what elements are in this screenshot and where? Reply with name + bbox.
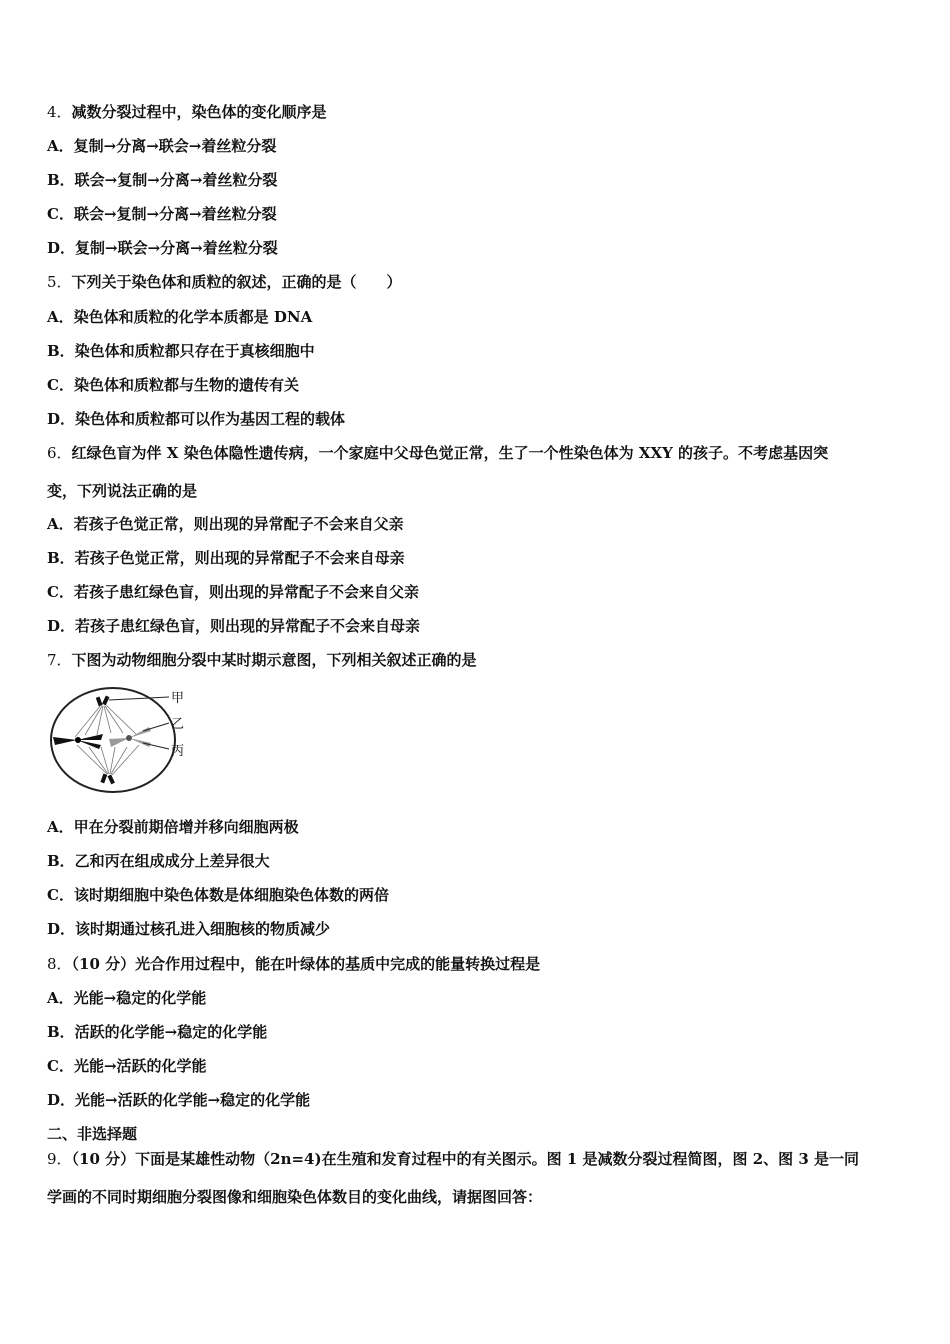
label-jia: 甲 bbox=[171, 691, 185, 706]
question-5-stem bbox=[47, 272, 402, 292]
question-text: 下图为动物细胞分裂中某时期示意图，下列相关叙述正确的是 bbox=[71, 651, 477, 669]
question-text: 减数分裂过程中，染色体的变化顺序是 bbox=[71, 103, 327, 121]
option-d: D．该时期通过核孔进入细胞核的物质减少 bbox=[47, 920, 331, 938]
question-number: 6． bbox=[47, 444, 72, 462]
cell-diagram bbox=[47, 685, 197, 805]
question-9-stem bbox=[47, 1149, 859, 1169]
question-text: （10 分）光合作用过程中，能在叶绿体的基质中完成的能量转换过程是 bbox=[71, 955, 541, 973]
question-4-stem bbox=[47, 102, 327, 122]
option-b: B．染色体和质粒都只存在于真核细胞中 bbox=[47, 342, 315, 360]
question-text: 红绿色盲为伴 X 染色体隐性遗传病，一个家庭中父母色觉正常，生了一个性染色体为 XXY 的孩子。不考虑基因突 bbox=[71, 444, 829, 462]
centriole-top bbox=[96, 696, 110, 707]
chromosome-dark bbox=[53, 734, 103, 749]
option-a: A．染色体和质粒的化学本质都是 DNA bbox=[47, 308, 313, 326]
option-c: C．该时期细胞中染色体数是体细胞染色体数的两倍 bbox=[47, 886, 389, 904]
option-a: A．光能→稳定的化学能 bbox=[47, 989, 207, 1007]
question-number: 8． bbox=[47, 955, 72, 973]
question-number: 5． bbox=[47, 273, 72, 291]
question-6-stem bbox=[47, 443, 828, 463]
option-b: B．活跃的化学能→稳定的化学能 bbox=[47, 1023, 268, 1041]
question-6-stem-continued: 变，下列说法正确的是 bbox=[47, 482, 198, 500]
option-d: D．若孩子患红绿色盲，则出现的异常配子不会来自母亲 bbox=[47, 617, 421, 635]
option-b: B．若孩子色觉正常，则出现的异常配子不会来自母亲 bbox=[47, 549, 405, 567]
question-7-stem bbox=[47, 650, 477, 670]
question-number: 4． bbox=[47, 103, 72, 121]
option-d: D．复制→联会→分离→着丝粒分裂 bbox=[47, 239, 278, 257]
option-b: B．联会→复制→分离→着丝粒分裂 bbox=[47, 171, 278, 189]
option-c: C．染色体和质粒都与生物的遗传有关 bbox=[47, 376, 299, 394]
option-a: A．复制→分离→联会→着丝粒分裂 bbox=[47, 137, 277, 155]
centriole-bottom bbox=[100, 774, 115, 785]
cell-division-figure bbox=[47, 685, 197, 805]
question-text: （10 分）下面是某雄性动物（2n=4)在生殖和发育过程中的有关图示。图 1 是减数分裂过程简图，图 2、图 3 是一同 bbox=[71, 1150, 860, 1168]
label-yi: 乙 bbox=[171, 717, 185, 732]
section-title: 二、非选择题 bbox=[47, 1125, 138, 1143]
question-number: 9． bbox=[47, 1150, 72, 1168]
label-bing: 丙 bbox=[171, 744, 185, 759]
option-d: D．染色体和质粒都可以作为基因工程的载体 bbox=[47, 410, 346, 428]
option-b: B．乙和丙在组成成分上差异很大 bbox=[47, 852, 270, 870]
option-c: C．联会→复制→分离→着丝粒分裂 bbox=[47, 205, 277, 223]
question-9-stem-continued: 学画的不同时期细胞分裂图像和细胞染色体数目的变化曲线，请据图回答： bbox=[47, 1188, 543, 1206]
option-c: C．若孩子患红绿色盲，则出现的异常配子不会来自父亲 bbox=[47, 583, 419, 601]
option-c: C．光能→活跃的化学能 bbox=[47, 1057, 207, 1075]
question-8-stem bbox=[47, 954, 540, 974]
question-text: 下列关于染色体和质粒的叙述，正确的是（ ） bbox=[71, 273, 402, 291]
question-number: 7． bbox=[47, 651, 72, 669]
option-a: A．若孩子色觉正常，则出现的异常配子不会来自父亲 bbox=[47, 515, 404, 533]
option-a: A．甲在分裂前期倍增并移向细胞两极 bbox=[47, 818, 299, 836]
option-d: D．光能→活跃的化学能→稳定的化学能 bbox=[47, 1091, 311, 1109]
